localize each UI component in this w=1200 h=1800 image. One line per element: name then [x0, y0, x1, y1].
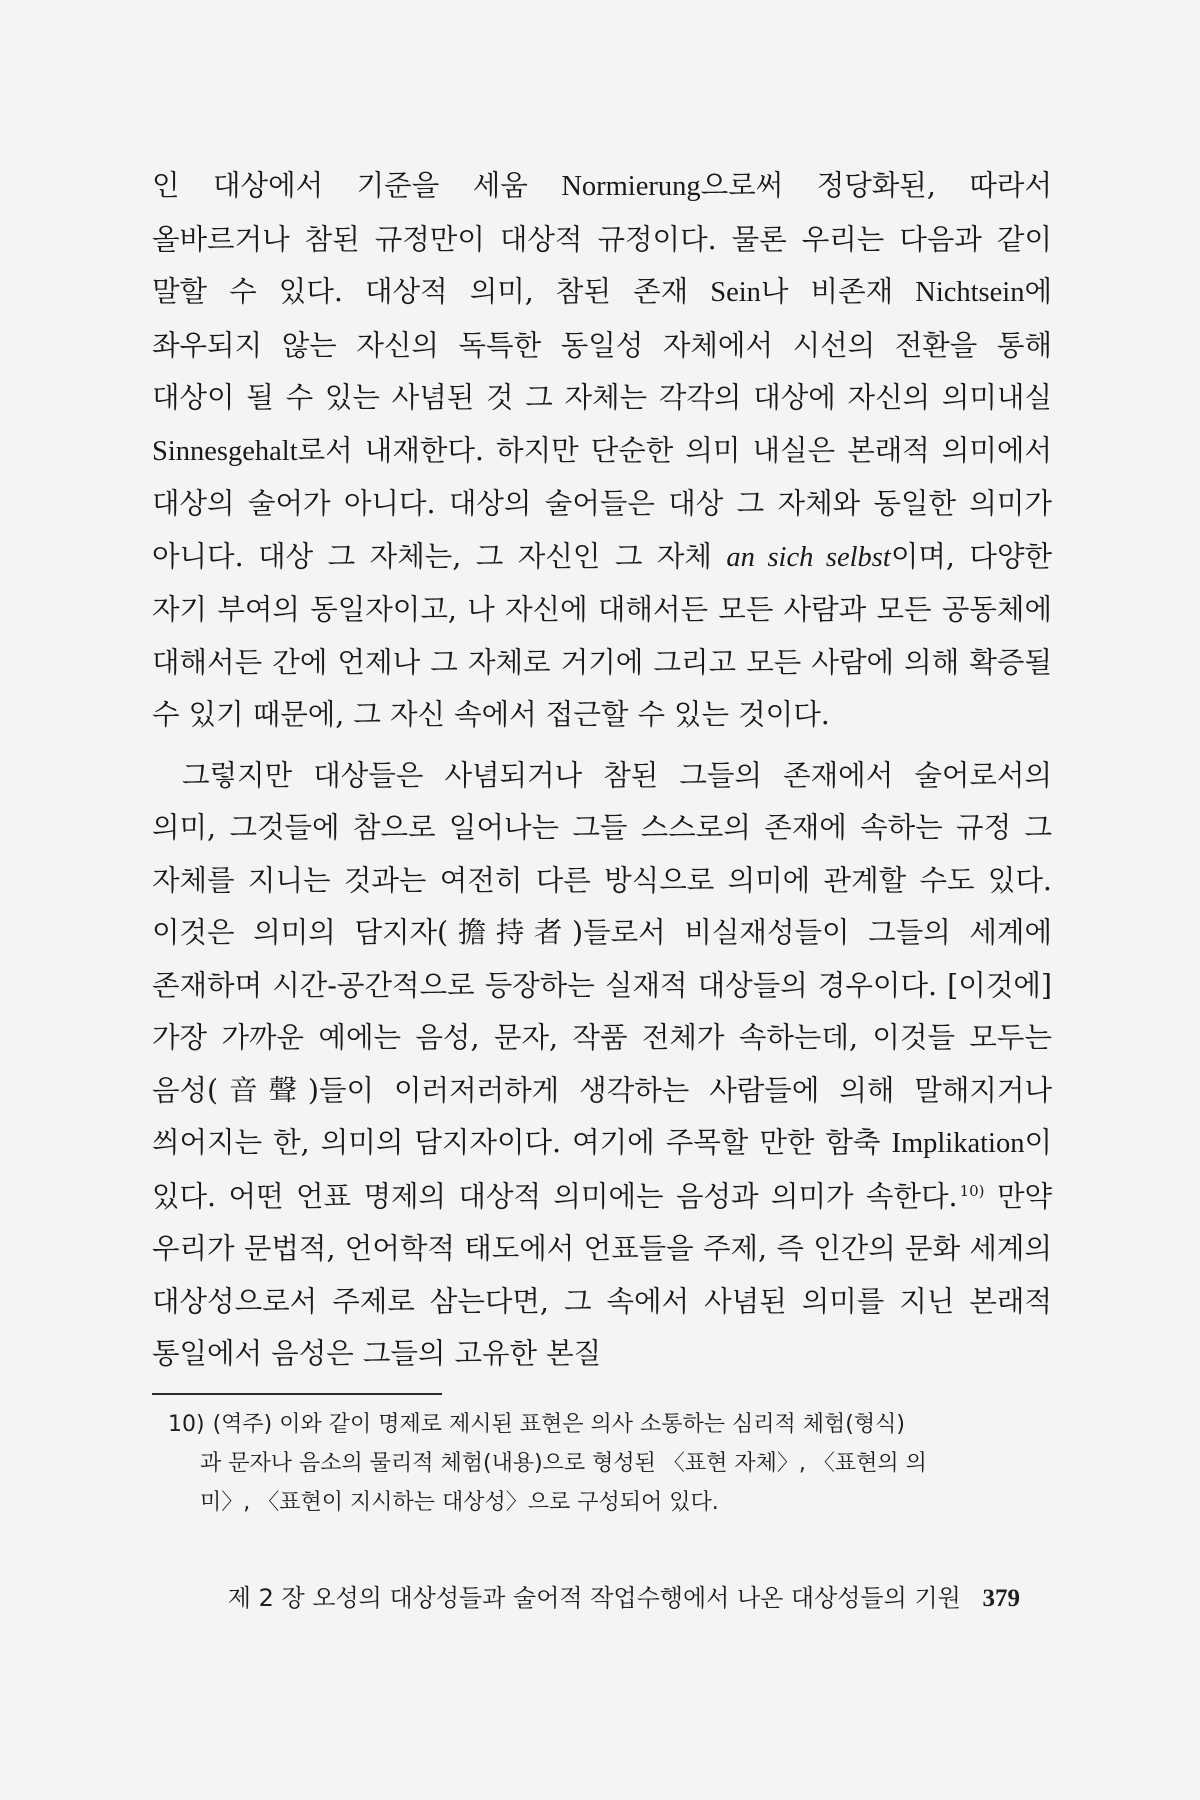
- footer-chapter: 제 2 장: [227, 1584, 305, 1612]
- text-run: 인 대상에서 기준을 세움: [152, 169, 562, 202]
- text-run: 으로써 정당화된, 따라서 올바르거나 참된 규정만이 대상적 규정이다. 물론 우리는 다음과 같이 말할 수 있다. 대상적 의미, 참된 존재: [152, 169, 1052, 308]
- text-run: 로서 내재한다. 하지만 단순한 의미 내실은 본래적 의미에서 대상의 술어가 아니다. 대상의 술어들은 대상 그 자체와 동일한 의미가 아니다. 대상 그 자체는, 그 자신인 그 자체: [152, 433, 1052, 573]
- text-run: 그렇지만 대상들은 사념되거나 참된 그들의 존재에서 술어로서의 의미, 그것들에 참으로 일어나는 그들 스스로의 존재에 속하는 규정 그 자체를 지니는 것과는 여전히 다른 방식으로 의미에 관계할 수도 있다. 이것은 의미의 담지자(擔持者)들로서 비실재성들이 그들의 세계에 존재하며 시간-공간적으로 등장하는 실재적 대상들의 경우이다. [이것에] 가장 가까운 예에는 음성, 문자, 작품 전체가 속하는데, 이것들 모두는 음성(音聲)들이 이러저러하게 생각하는 사람들에 의해 말해지거나 씌어지는 한, 의미의 담지자이다. 여기에 주목할 만한 함축: [152, 758, 1052, 1159]
- footnote-separator: [152, 1393, 442, 1395]
- text-run: 에 좌우되지 않는 자신의 독특한 동일성 자체에서 시선의 전환을 통해 대상이 될 수 있는 사념된 것 그 자체는 각각의 대상에 자신의 의미내실: [152, 275, 1052, 414]
- text-run: 이 있다. 어떤 언표 명제의 대상적 의미에는 음성과 의미가 속한다.: [152, 1126, 1052, 1213]
- foreign-term: Sinnesgehalt: [152, 435, 298, 467]
- foreign-term: Normierung: [561, 171, 701, 202]
- text-run: 이며, 다양한 자기 부여의 동일자이고, 나 자신에 대해서든 모든 사람과 모든 공동체에 대해서든 간에 언제나 그 자체로 거기에 그리고 모든 사람에 의해 확증될 수 있기 때문에, 그 자신 속에서 접근할 수 있는 것이다.: [152, 539, 1052, 731]
- footnote-ref: 10): [959, 1181, 985, 1200]
- paragraph-1: [152, 160, 1052, 742]
- footer-title: 오성의 대상성들과 술어적 작업수행에서 나온 대상성들의 기원: [312, 1584, 961, 1612]
- running-footer: [152, 1578, 1020, 1613]
- footnote-number: 10): [168, 1412, 205, 1437]
- paragraph-2: [152, 750, 1052, 1381]
- text-run: 만약 우리가 문법적, 언어학적 태도에서 언표들을 주제, 즉 인간의 문화 세계의 대상성으로서 주제로 삼는다면, 그 속에서 사념된 의미를 지닌 본래적 통일에서 음성은 그들의 고유한 본질: [152, 1179, 1053, 1370]
- footnote-line-3: 미〉, 〈표현이 지시하는 대상성〉으로 구성되어 있다.: [200, 1490, 719, 1515]
- foreign-term: Implikation: [891, 1128, 1025, 1159]
- footnote-line-2: 과 문자나 음소의 물리적 체험(내용)으로 형성된 〈표현 자체〉, 〈표현의 의: [200, 1451, 927, 1476]
- page-number: 379: [982, 1585, 1020, 1612]
- foreign-term: an sich selbst: [726, 541, 891, 573]
- footnote-10: [168, 1405, 1052, 1522]
- text-run: 나 비존재: [760, 275, 916, 308]
- foreign-term: Sein: [710, 277, 761, 308]
- body-text: [152, 160, 1052, 1381]
- footnote-line-1: (역주) 이와 같이 명제로 제시된 표현은 의사 소통하는 심리적 체험(형식): [212, 1412, 905, 1437]
- foreign-term: Nichtsein: [915, 277, 1025, 308]
